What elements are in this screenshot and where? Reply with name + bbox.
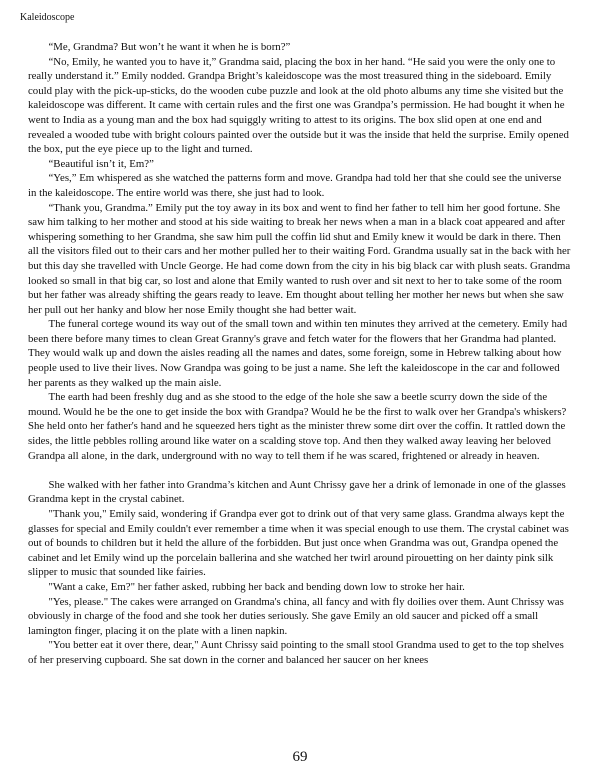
paragraph: "Yes, please." The cakes were arranged on Grandma's china, all fancy and with fly doilies over them. Aunt Chrissy was obviously in charge of the food and she took her duties seriously. She gave Emily an old saucer and picked off a small lamington finger, placing it on the plate with a linen napkin.	[28, 595, 564, 637]
paragraph: “Thank you, Grandma.” Emily put the toy away in its box and went to find her father to tell him her good fortune. She saw him talking to her mother and stood at his side waiting to break her news when a man in a black coat appeared and after whispering something to her Grandma, she saw him pull the coffin lid shut and Emily knew it would be dark in there. Then all the visitors filed out to their cars and her mother pulled her to their waiting Ford. Grandma usually sat in the back with her but this day she travelled with Uncle George. He had come down from the city in his big black car with plush seats. Grandma looked so small in that big car, so lost and alone that Emily wanted to rush over and sit next to her to take some of the room but her father was already shifting the gears ready to leave. Em thought about telling her mother her news but when she saw her pull out her hanky and blow her nose Emily thought she had better wait.	[28, 201, 571, 316]
paragraph: “Yes,” Em whispered as she watched the patterns form and move. Grandpa had told her that she could see the universe in the kaleidoscope. The entire world was there, she just had to look.	[28, 172, 562, 199]
paragraph: The funeral cortege wound its way out of the small town and within ten minutes they arrived at the cemetery. Emily had been there before many times to clean Great Granny's grave and fetch water for the flowers that her Grandma had planted. They would walk up and down the aisles reading all the names and dates, some foreign, some in Hebrew talking about how people used to live their lives. Now Grandpa was going to be just a name. She left the kaleidoscope in the car and followed her parents as they walked up the main aisle.	[28, 318, 568, 389]
body-text	[28, 40, 572, 668]
running-header: Kaleidoscope	[20, 12, 75, 23]
page-number: 69	[292, 749, 308, 765]
paragraph: “Beautiful isn’t it, Em?”	[48, 157, 154, 170]
paragraph: "Thank you," Emily said, wondering if Grandpa ever got to drink out of that very same glass. Grandma always kept the glasses for special and Emily couldn't ever remember a time when it was special enough to use them. The crystal cabinet was out of bounds to children but it held the allure of the forbidden. But just once when Grandma was out, Grandpa opened the cabinet and let Emily wind up the porcelain ballerina and she watched her twirl around pirouetting on her dainty pink silk slipper to music that sounded like fairies.	[28, 508, 569, 579]
paragraph: “No, Emily, he wanted you to have it,” Grandma said, placing the box in her hand. “He said you were the only one to really understand it.” Emily nodded. Grandpa Bright’s kaleidoscope was the most treasured thing in the sideboard. Emily could play with the pick-up-sticks, do the wooden cube puzzle and look at the old photo albums any time she visited but the kaleidoscope was different. It came with certain rules and the first one was Grandpa’s permission. He had bought it when he went to India as a young man and the box had squiggly writing to attest to its origins. The box slid open at one end and revealed a wooded tube with bright colours painted over the outside but it was the inside that held the surprise. Emily opened the box, put the eye piece up to the light and turned.	[28, 55, 569, 156]
paragraph: She walked with her father into Grandma’s kitchen and Aunt Chrissy gave her a drink of lemonade in one of the glasses Grandma kept in the crystal cabinet.	[28, 478, 566, 506]
paragraph: “Me, Grandma? But won’t he want it when he is born?”	[48, 41, 291, 53]
paragraph: "You better eat it over there, dear," Aunt Chrissy said pointing to the small stool Grandma used to get to the top shelves of her preserving cupboard. She sat down in the corner and balanced her saucer on her knees	[28, 639, 564, 666]
paragraph: "Want a cake, Em?" her father asked, rubbing her back and bending down low to stroke her hair.	[48, 580, 465, 593]
paragraph: The earth had been freshly dug and as she stood to the edge of the hole she saw a beetle scurry down the side of the mound. Would he be the one to get inside the box with Grandpa? Would he be the first to walk over her Grandpa's whiskers? She held onto her father's hand and he squeezed hers tight as the minister threw some dirt over the coffin. It rattled down the sides, the little pebbles rolling around like water on a scalding stove top. And then they walked away leaving her beloved Grandpa all alone, in the dark, underground with no way to tell them if he was scared, frightened or already in heaven.	[28, 391, 567, 462]
